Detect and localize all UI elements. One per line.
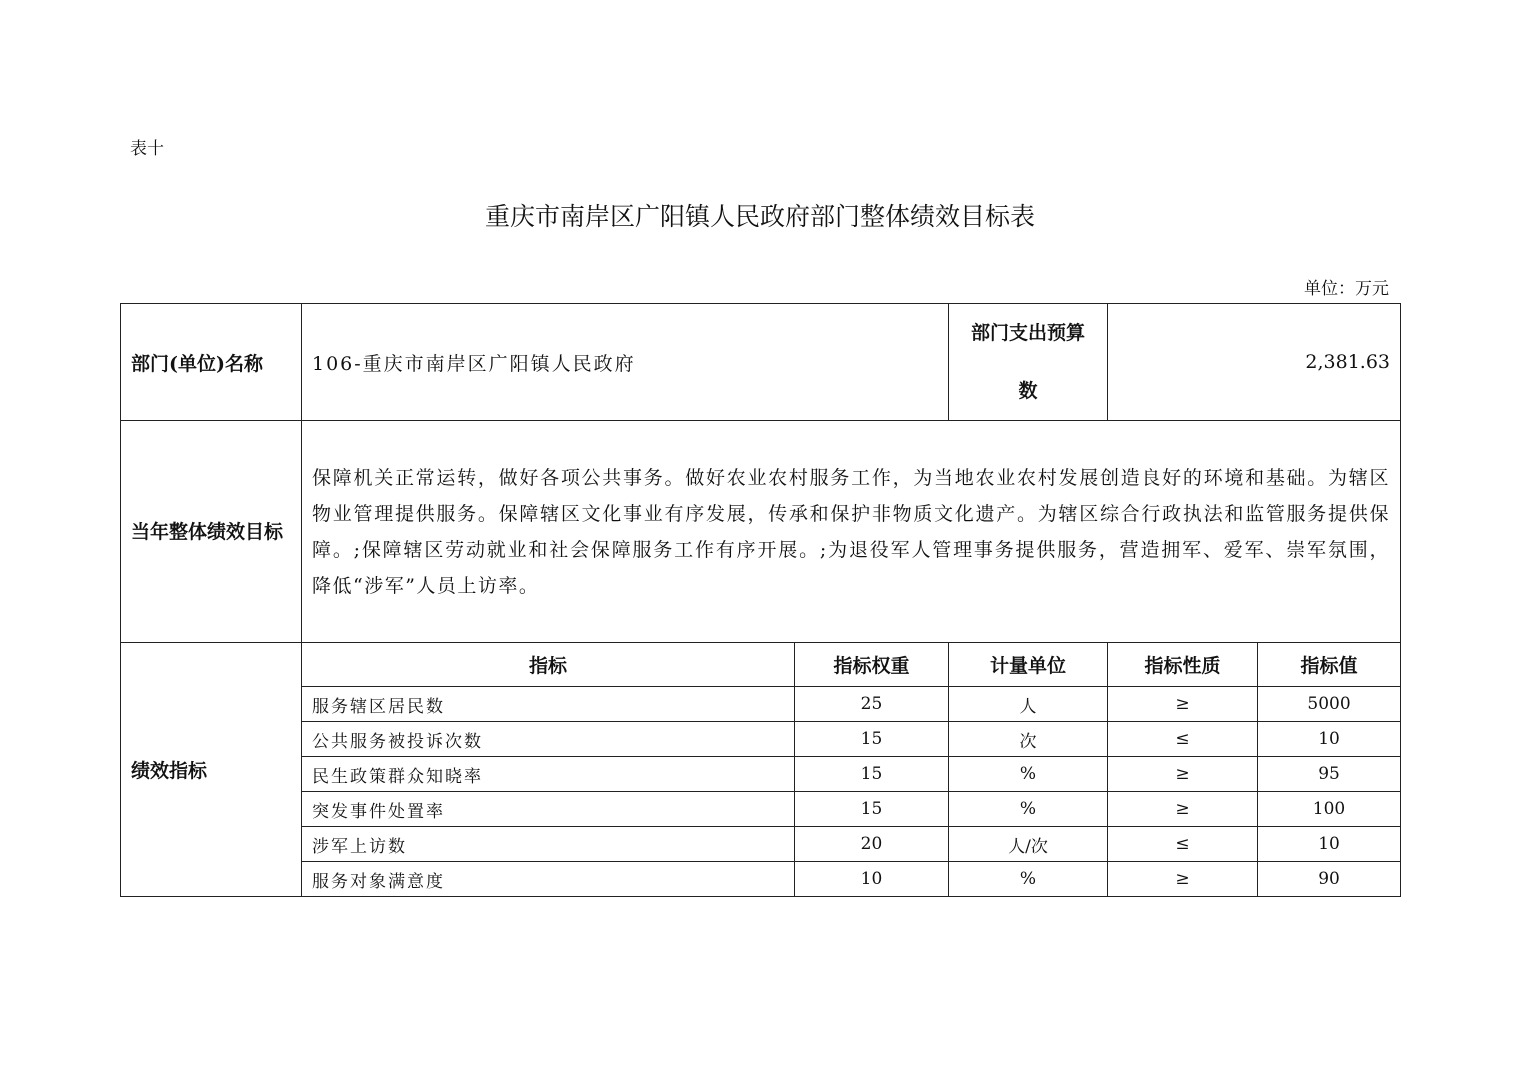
indicator-nature: ≤: [1108, 827, 1258, 862]
indicator-unit: 人: [949, 687, 1108, 722]
indicator-nature: ≥: [1108, 792, 1258, 827]
table-row: [121, 827, 1401, 862]
indicator-value: 100: [1258, 792, 1401, 827]
indicator-nature: ≥: [1108, 687, 1258, 722]
indicator-weight: 15: [795, 722, 949, 757]
indicator-name: 公共服务被投诉次数: [302, 722, 795, 757]
header-unit: 计量单位: [949, 643, 1108, 687]
table-row: [121, 757, 1401, 792]
header-indicator: 指标: [302, 643, 795, 687]
indicator-weight: 15: [795, 757, 949, 792]
table-row: [121, 792, 1401, 827]
indicator-header-row: [121, 643, 1401, 687]
indicator-value: 10: [1258, 827, 1401, 862]
indicator-unit: %: [949, 862, 1108, 897]
indicator-name: 服务对象满意度: [302, 862, 795, 897]
indicator-value: 10: [1258, 722, 1401, 757]
page-title: 重庆市南岸区广阳镇人民政府部门整体绩效目标表: [484, 202, 1035, 231]
dept-row: [121, 304, 1401, 421]
budget-value: 2,381.63: [1108, 304, 1401, 421]
indicator-unit: %: [949, 757, 1108, 792]
indicator-nature: ≥: [1108, 757, 1258, 792]
indicator-value: 5000: [1258, 687, 1401, 722]
goal-text: 保障机关正常运转，做好各项公共事务。做好农业农村服务工作，为当地农业农村发展创造良好的环境和基础。为辖区物业管理提供服务。保障辖区文化事业有序发展，传承和保护非物质文化遗产。为辖区综合行政执法和监管服务提供保障。;保障辖区劳动就业和社会保障服务工作有序开展。;为退役军人管理事务提供服务，营造拥军、爱军、崇军氛围，降低“涉军”人员上访率。: [302, 421, 1401, 643]
indicator-value: 90: [1258, 862, 1401, 897]
table-row: [121, 862, 1401, 897]
dept-name: 106-重庆市南岸区广阳镇人民政府: [302, 304, 949, 421]
indicator-weight: 20: [795, 827, 949, 862]
header-value: 指标值: [1258, 643, 1401, 687]
budget-label: 部门支出预算数: [949, 304, 1108, 421]
goal-row: [121, 421, 1401, 643]
header-nature: 指标性质: [1108, 643, 1258, 687]
indicator-unit: 次: [949, 722, 1108, 757]
goal-label: 当年整体绩效目标: [121, 421, 302, 643]
indicator-nature: ≤: [1108, 722, 1258, 757]
indicator-weight: 25: [795, 687, 949, 722]
indicators-label: 绩效指标: [121, 643, 302, 897]
indicator-name: 突发事件处置率: [302, 792, 795, 827]
indicator-unit: %: [949, 792, 1108, 827]
dept-label: 部门(单位)名称: [121, 304, 302, 421]
indicator-unit: 人/次: [949, 827, 1108, 862]
header-weight: 指标权重: [795, 643, 949, 687]
table-row: [121, 687, 1401, 722]
table-tag: 表十: [130, 139, 164, 159]
indicator-name: 涉军上访数: [302, 827, 795, 862]
indicator-name: 民生政策群众知晓率: [302, 757, 795, 792]
unit-label: 单位：万元: [1304, 279, 1389, 299]
indicator-weight: 15: [795, 792, 949, 827]
table-row: [121, 722, 1401, 757]
performance-table: [120, 303, 1401, 897]
indicator-value: 95: [1258, 757, 1401, 792]
indicator-weight: 10: [795, 862, 949, 897]
indicator-nature: ≥: [1108, 862, 1258, 897]
indicator-name: 服务辖区居民数: [302, 687, 795, 722]
